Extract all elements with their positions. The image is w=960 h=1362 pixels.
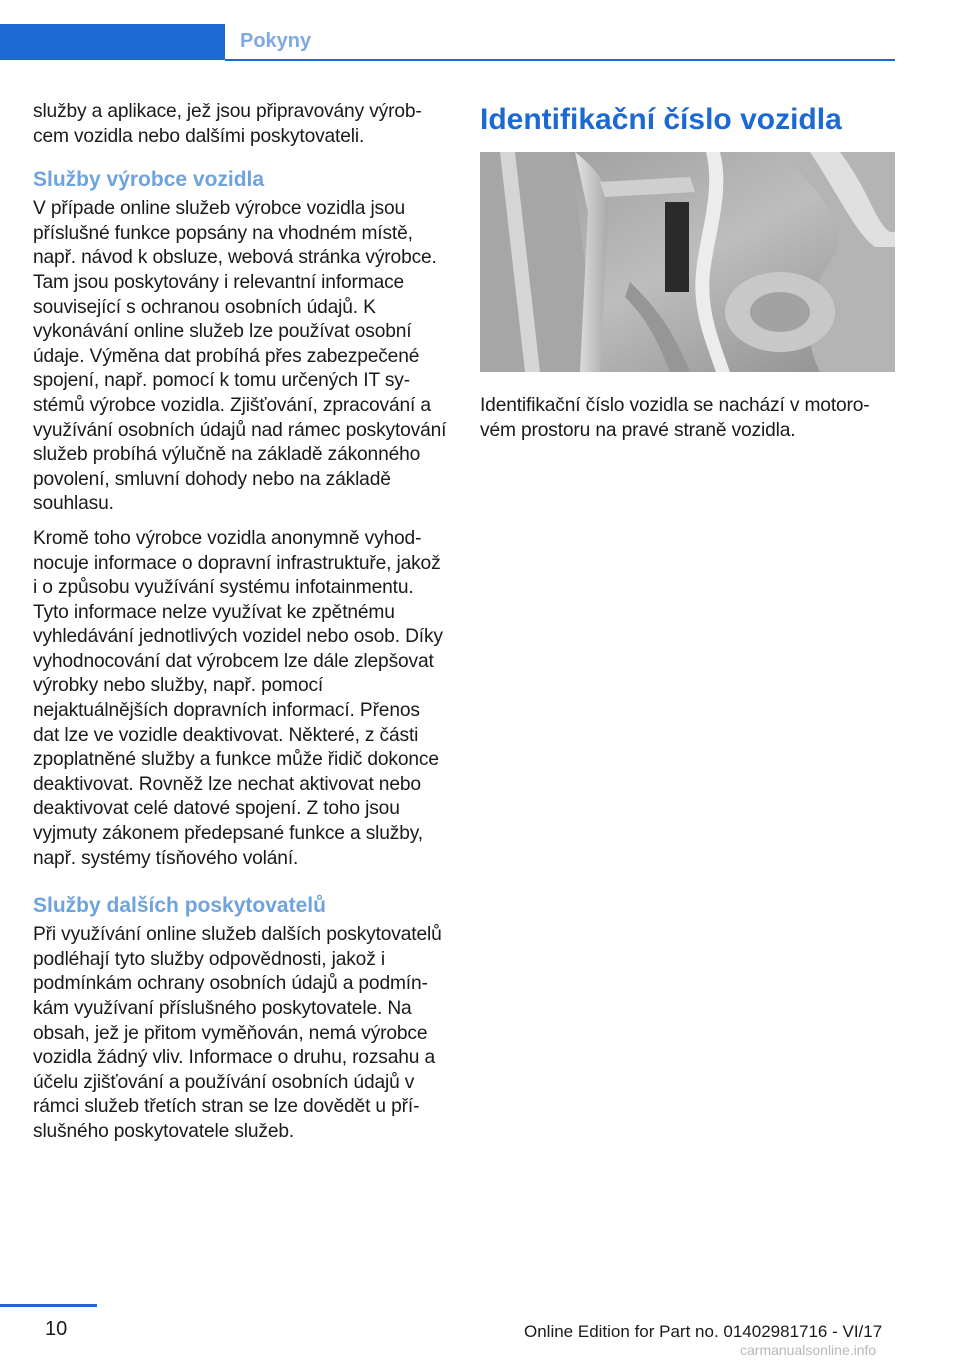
header-accent-bar bbox=[0, 24, 225, 60]
section-heading-third-party-services: Služby dalších poskytovatelů bbox=[33, 894, 326, 918]
intro-paragraph: služby a aplikace, jež jsou připravovány výrobcem vozidla nebo dalšími poskytovateli. bbox=[33, 101, 422, 147]
left-column bbox=[33, 100, 448, 1155]
page-number: 10 bbox=[45, 1318, 68, 1340]
manufacturer-services-paragraph-2: Kromě toho výrobce vozidla anonymně vyhodnocuje informace o dopravní infrastruktuře, jakož i o způsobu využívání systému infotainmentu. Tyto informace nelze využívat ke zpětnému vyhledávání jednotlivých vozidel nebo osob. Díky vyhodnocování dat výrobcem lze dále zlepšovat výrobky nebo služby, např. pomocí nejaktuálnějších dopravních informací. Přenos dat lze ve vozidle deaktivovat. Některé, z části zpoplatněné služby a funkce může řidič dokonce deaktivovat. Rovněž lze nechat aktivovat nebo deaktivovat celé datové spojení. Z toho jsou vyjmuty zákonem předepsané funkce a služby, např. systémy tísňového volání. bbox=[33, 527, 443, 869]
right-column bbox=[480, 100, 895, 453]
third-party-services-paragraph: Při využívání online služeb dalších poskytovatelů podléhají tyto služby odpovědnosti, jakož i podmínkám ochrany osobních údajů a podmínkám využívaní příslušného poskytovatele. Na obsah, jež je přitom vyměňován, nemá výrobce vozidla žádný vliv. Informace o druhu, rozsahu a účelu zjišťování a používání osobních údajů v rámci služeb třetích stran se lze dovědět u příslušného poskytovatele služeb. bbox=[33, 924, 442, 1142]
vin-location-paragraph: Identifikační číslo vozidla se nachází v motorovém prostoru na pravé straně vozidla. bbox=[480, 395, 870, 441]
manufacturer-services-paragraph-1: V případe online služeb výrobce vozidla jsou příslušné funkce popsány na vhodném místě, např. návod k obsluze, webová stránka výrobce. Tam jsou poskytovány i relevantní informace související s ochranou osobních údajů. K vykonávání online služeb lze používat osobní údaje. Výměna dat probíhá přes zabezpečené spojení, např. pomocí k tomu určených IT systémů výrobce vozidla. Zjišťování, zpracování a využívání osobních údajů nad rámec poskytování služeb probíhá výlučně na základě zákonného povolení, smluvní dohody nebo na základě souhlasu. bbox=[33, 198, 447, 515]
footer-accent-rule bbox=[0, 1304, 97, 1307]
section-title-vin: Identifikační číslo vozidla bbox=[480, 103, 842, 136]
header-rule bbox=[225, 59, 895, 61]
watermark: carmanualsonline.info bbox=[740, 1342, 877, 1358]
page-header-title: Pokyny bbox=[240, 30, 312, 52]
engine-compartment-photo bbox=[480, 152, 895, 372]
edition-label: Online Edition for Part no. 01402981716 - VI/17 bbox=[524, 1322, 883, 1341]
section-heading-manufacturer-services: Služby výrobce vozidla bbox=[33, 168, 265, 192]
